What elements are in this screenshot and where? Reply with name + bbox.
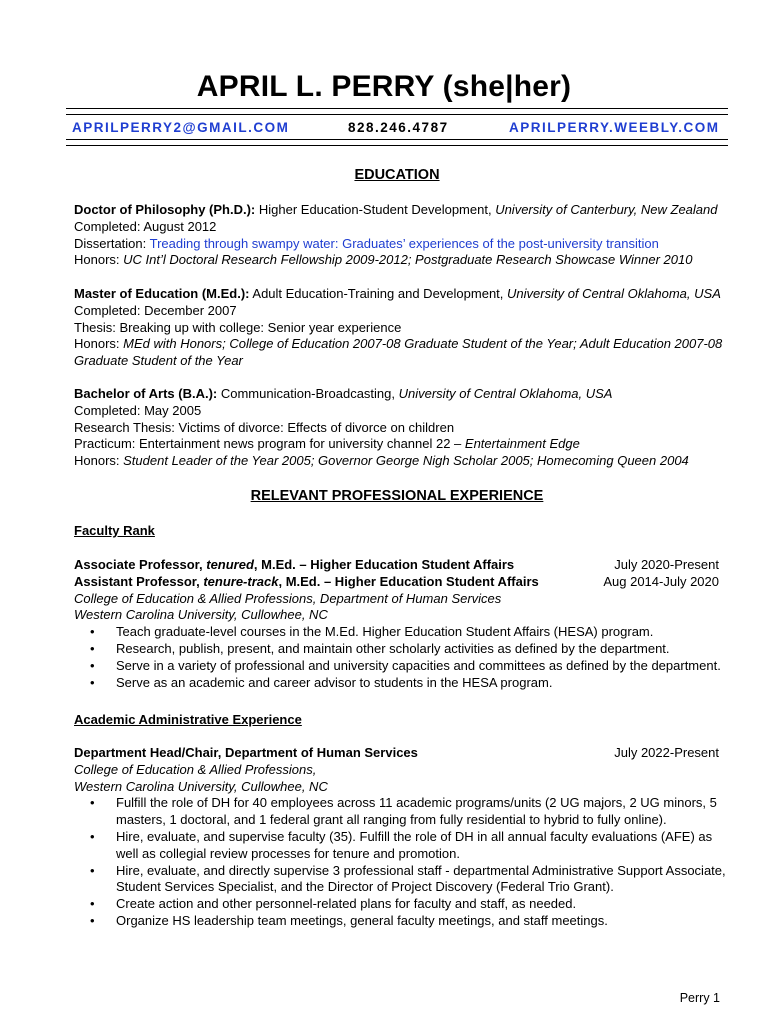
- ba-completed: Completed: May 2005: [74, 402, 202, 418]
- asst-title-a: Assistant Professor,: [74, 573, 204, 589]
- med-honors-line2: Graduate Student of the Year: [74, 353, 243, 369]
- list-item: • Research, publish, present, and maintain other scholarly activities as defined by the department.: [90, 640, 670, 656]
- med-school: University of Central Oklahoma, USA: [507, 286, 721, 301]
- bullet-icon: •: [90, 912, 95, 928]
- asst-title-b: tenure-track: [203, 573, 279, 589]
- bullet-icon: •: [90, 828, 95, 844]
- ba-honors-label: Honors:: [74, 453, 124, 469]
- admin-duties-list: [74, 795, 724, 929]
- ba-school: University of Central Oklahoma, USA: [398, 386, 613, 401]
- phd-honors: UC Int’l Doctoral Research Fellowship 2009-2012; Postgraduate Research Showcase Winner 2010: [123, 252, 693, 268]
- candidate-name: APRIL L. PERRY (she|her): [196, 70, 572, 103]
- bullet-icon: •: [90, 674, 95, 690]
- ba-field: Communication-Broadcasting,: [217, 386, 399, 401]
- med-entry: [74, 286, 724, 370]
- med-honors-line1: MEd with Honors; College of Education 2007-08 Graduate Student of the Year; Adult Education 2007-08: [123, 336, 723, 352]
- phd-completed: Completed: August 2012: [74, 218, 217, 234]
- bullet-icon: •: [90, 795, 95, 811]
- faculty-rank-heading: Faculty Rank: [74, 523, 155, 538]
- experience-heading: RELEVANT PROFESSIONAL EXPERIENCE: [250, 488, 544, 504]
- bullet-icon: •: [90, 624, 95, 640]
- ba-thesis: Research Thesis: Victims of divorce: Effects of divorce on children: [74, 419, 455, 435]
- ba-degree: Bachelor of Arts (B.A.):: [74, 386, 218, 401]
- assoc-title-b: tenured: [206, 557, 254, 572]
- list-item: • Fulfill the role of DH for 40 employees across 11 academic programs/units (2 UG majors, 2 UG minors, 5 masters, 1 doctoral, and 1 federal grant all ranging from fully residential to hybrid to fully online).: [90, 795, 717, 828]
- med-honors-label: Honors:: [74, 336, 124, 352]
- phd-field: Higher Education-Student Development,: [255, 202, 496, 217]
- assoc-date: July 2020-Present: [614, 557, 719, 572]
- contact-line: [72, 120, 722, 138]
- website-link[interactable]: APRILPERRY.WEEBLY.COM: [509, 120, 720, 135]
- email-link[interactable]: APRILPERRY2@GMAIL.COM: [72, 120, 290, 135]
- bullet-icon: •: [90, 862, 95, 878]
- dept-head-title: Department Head/Chair, Department of Human Services: [74, 745, 418, 760]
- ba-entry: [74, 386, 724, 470]
- phd-degree: Doctor of Philosophy (Ph.D.):: [74, 202, 256, 217]
- phd-dissertation-link[interactable]: Treading through swampy water: Graduates’ experiences of the post-university transition: [149, 235, 659, 251]
- faculty-college: College of Education & Allied Professions, Department of Human Services: [74, 590, 502, 606]
- page-number: Perry 1: [679, 991, 720, 1005]
- list-item: • Create action and other personnel-related plans for faculty and staff, as needed.: [90, 896, 577, 912]
- list-item: • Serve as an academic and career advisor to students in the HESA program.: [90, 674, 553, 690]
- med-thesis: Thesis: Breaking up with college: Senior year experience: [74, 319, 402, 335]
- bullet-icon: •: [90, 896, 95, 912]
- ba-practicum-title: Entertainment Edge: [464, 436, 580, 452]
- admin-entry: [74, 745, 724, 930]
- ba-practicum-label: Practicum: Entertainment news program for university channel 22 –: [74, 436, 465, 452]
- admin-university: Western Carolina University, Cullowhee, NC: [74, 778, 328, 794]
- education-heading: EDUCATION: [354, 167, 440, 183]
- faculty-university: Western Carolina University, Cullowhee, NC: [74, 607, 328, 623]
- list-item: • Hire, evaluate, and directly supervise 3 professional staff - departmental Administrative Support Associate, Student Services Specialist, and the Director of Project Discovery (Federal Trio Grant).: [90, 862, 726, 895]
- list-item: • Organize HS leadership team meetings, general faculty meetings, and staff meetings.: [90, 912, 608, 928]
- bullet-icon: •: [90, 657, 95, 673]
- phd-school: University of Canterbury, New Zealand: [495, 202, 718, 217]
- med-degree: Master of Education (M.Ed.):: [74, 286, 250, 301]
- assoc-title-a: Associate Professor,: [74, 557, 207, 572]
- list-item: • Serve in a variety of professional and university capacities and committees as defined by the department.: [90, 657, 721, 673]
- faculty-duties-list: [74, 624, 724, 691]
- phd-dissertation-label: Dissertation:: [74, 235, 150, 251]
- ba-honors: Student Leader of the Year 2005; Governor George Nigh Scholar 2005; Homecoming Queen 2004: [123, 453, 689, 469]
- dept-head-date: July 2022-Present: [614, 745, 719, 760]
- admin-experience-heading: Academic Administrative Experience: [74, 712, 302, 727]
- bottom-double-rule: [66, 139, 728, 146]
- med-field: Adult Education-Training and Development,: [249, 286, 508, 301]
- asst-professor-row: [74, 574, 724, 591]
- assoc-title-c: , M.Ed. – Higher Education Student Affairs: [253, 557, 515, 572]
- asst-title-c: , M.Ed. – Higher Education Student Affairs: [278, 573, 539, 589]
- asst-date: Aug 2014-July 2020: [603, 573, 719, 589]
- dept-head-row: [74, 745, 724, 762]
- phd-honors-label: Honors:: [74, 252, 124, 268]
- bullet-icon: •: [90, 640, 95, 656]
- top-double-rule: [66, 108, 728, 115]
- med-completed: Completed: December 2007: [74, 302, 237, 318]
- list-item: • Teach graduate-level courses in the M.Ed. Higher Education Student Affairs (HESA) program.: [90, 624, 654, 640]
- phd-entry: [74, 202, 724, 269]
- faculty-entry: [74, 557, 724, 691]
- phone-number: 828.246.4787: [348, 120, 449, 135]
- assoc-professor-row: [74, 557, 724, 574]
- list-item: • Hire, evaluate, and supervise faculty (35). Fulfill the role of DH in all annual faculty evaluations (AFE) as well as collegial review processes for tenure and promotion.: [90, 828, 713, 861]
- admin-college: College of Education & Allied Professions,: [74, 761, 317, 777]
